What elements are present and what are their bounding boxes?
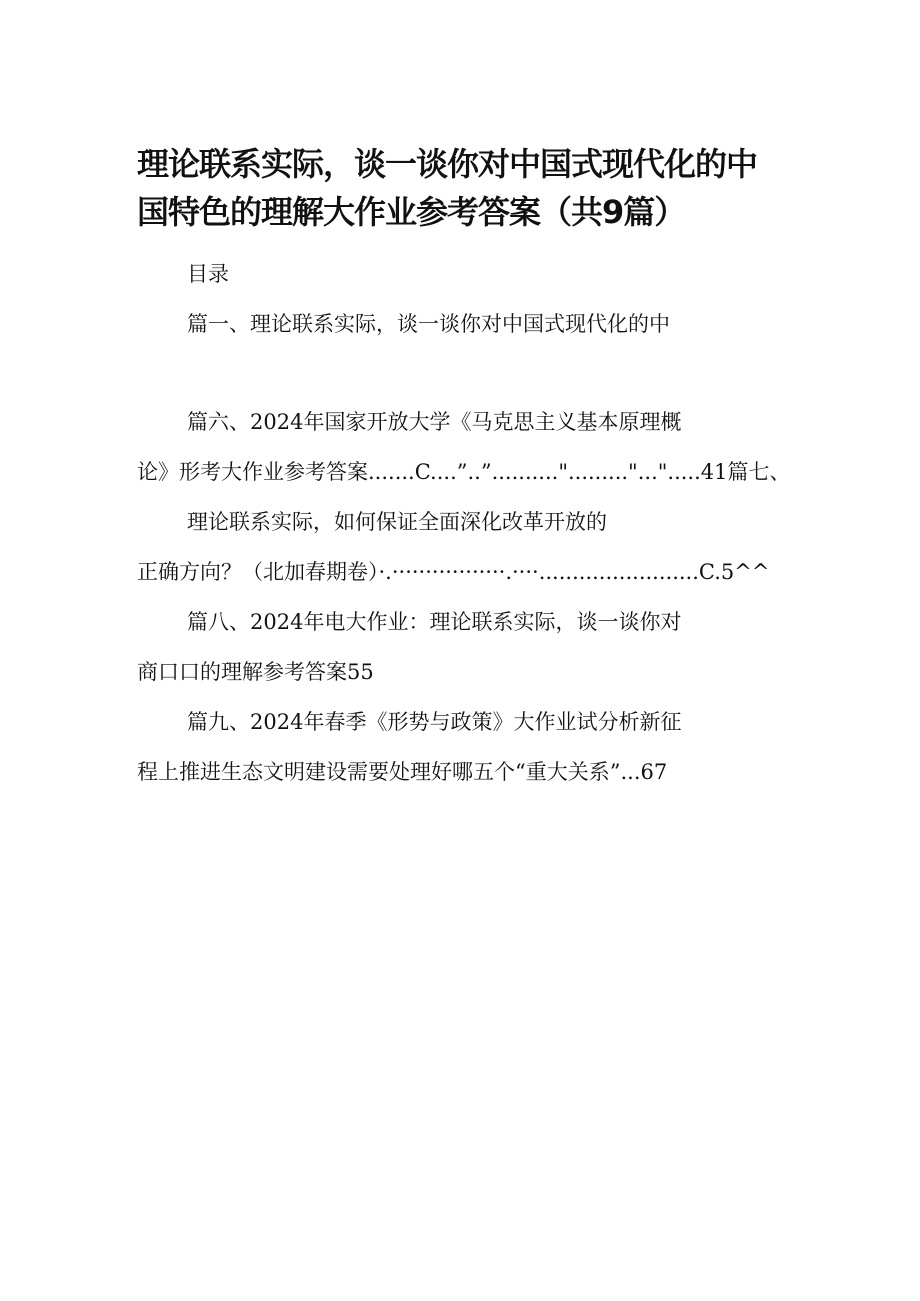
toc-heading: 目录	[187, 262, 229, 286]
toc-entry-9: 篇九、2024年春季《形势与政策》大作业试分析新征	[187, 710, 682, 734]
toc-entry-7-cont: 正确方向？（北加春期卷）·.·················.····........................C.5^^	[137, 560, 770, 584]
toc-entry-9-cont: 程上推进生态文明建设需要处理好哪五个“重大关系”...67	[137, 760, 668, 784]
title-line-2: 国特色的理解大作业参考答案（共9篇）	[137, 193, 686, 231]
toc-entry-8: 篇八、2024年电大作业：理论联系实际，谈一谈你对	[187, 610, 682, 634]
toc-entry-7: 理论联系实际，如何保证全面深化改革开放的	[187, 510, 607, 534]
toc-entry-6-cont: 论》形考大作业参考答案.......C....”..”.........."........."...".....41篇七、	[137, 460, 791, 484]
title-line-1: 理论联系实际，谈一谈你对中国式现代化的中	[137, 145, 758, 183]
toc-entry-6: 篇六、2024年国家开放大学《马克思主义基本原理概	[187, 410, 682, 434]
toc-entry-1: 篇一、理论联系实际，谈一谈你对中国式现代化的中	[187, 312, 670, 336]
toc-entry-8-cont: 商口口的理解参考答案55	[137, 660, 374, 684]
document-title	[137, 140, 817, 236]
